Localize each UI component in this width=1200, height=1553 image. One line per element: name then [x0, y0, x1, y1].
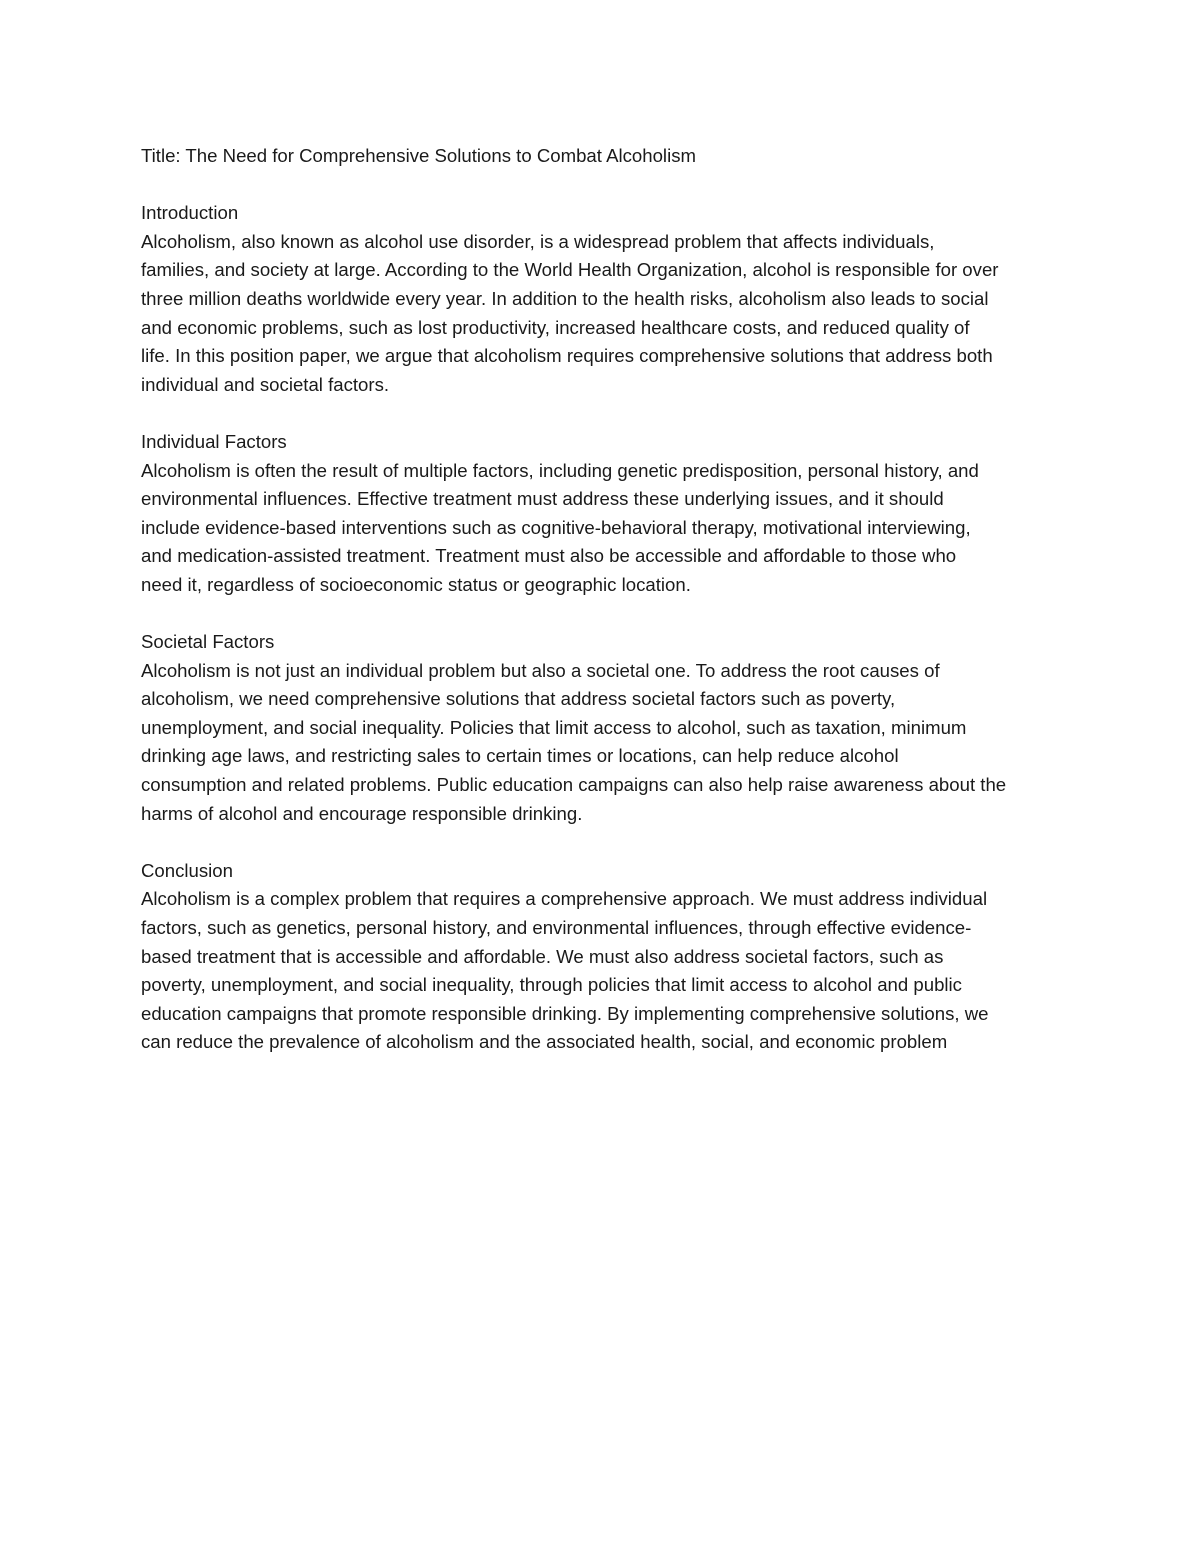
- spacer: [141, 399, 1076, 428]
- section-heading-introduction: Introduction: [141, 202, 239, 224]
- paragraph-line: unemployment, and social inequality. Policies that limit access to alcohol, such as taxation, minimum: [141, 716, 967, 738]
- paragraph-line: drinking age laws, and restricting sales to certain times or locations, can help reduce alcohol: [141, 745, 899, 767]
- section-heading-individual-factors: Individual Factors: [141, 430, 287, 452]
- paragraph-line: individual and societal factors.: [141, 373, 390, 395]
- paragraph-line: harms of alcohol and encourage responsible drinking.: [141, 802, 583, 824]
- spacer: [141, 171, 1076, 200]
- paragraph-line: three million deaths worldwide every year. In addition to the health risks, alcoholism also leads to social: [141, 287, 989, 309]
- paragraph-line: families, and society at large. According to the World Health Organization, alcohol is responsible for over: [141, 259, 999, 281]
- paragraph-line: factors, such as genetics, personal history, and environmental influences, through effective evidence-: [141, 917, 972, 939]
- paragraph-line: consumption and related problems. Public education campaigns can also help raise awareness about the: [141, 774, 1007, 796]
- section-heading-societal-factors: Societal Factors: [141, 631, 275, 653]
- paragraph-line: need it, regardless of socioeconomic status or geographic location.: [141, 573, 691, 595]
- document-body: [141, 142, 1076, 1057]
- paragraph-line: environmental influences. Effective treatment must address these underlying issues, and it should: [141, 488, 944, 510]
- paragraph-line: based treatment that is accessible and affordable. We must also address societal factors, such as: [141, 945, 944, 967]
- paragraph-line: include evidence-based interventions such as cognitive-behavioral therapy, motivational interviewing,: [141, 516, 971, 538]
- paragraph-line: poverty, unemployment, and social inequality, through policies that limit access to alcohol and public: [141, 974, 962, 996]
- paragraph-line: and medication-assisted treatment. Treatment must also be accessible and affordable to those who: [141, 545, 957, 567]
- paragraph-line: alcoholism, we need comprehensive solutions that address societal factors such as poverty,: [141, 688, 896, 710]
- paragraph-line: Alcoholism is a complex problem that requires a comprehensive approach. We must address individual: [141, 888, 988, 910]
- paragraph-line: and economic problems, such as lost productivity, increased healthcare costs, and reduced quality of: [141, 316, 970, 338]
- document-title: Title: The Need for Comprehensive Solutions to Combat Alcoholism: [141, 145, 696, 166]
- paragraph-line: can reduce the prevalence of alcoholism and the associated health, social, and economic problem: [141, 1031, 948, 1053]
- spacer: [141, 600, 1076, 629]
- section-heading-conclusion: Conclusion: [141, 859, 233, 881]
- paragraph-line: life. In this position paper, we argue that alcoholism requires comprehensive solutions that address both: [141, 345, 993, 367]
- paragraph-line: Alcoholism is often the result of multiple factors, including genetic predisposition, personal history, and: [141, 459, 979, 481]
- paragraph-line: Alcoholism, also known as alcohol use disorder, is a widespread problem that affects individuals,: [141, 230, 935, 252]
- spacer: [141, 828, 1076, 857]
- paragraph-line: education campaigns that promote responsible drinking. By implementing comprehensive solutions, we: [141, 1002, 989, 1024]
- paragraph-line: Alcoholism is not just an individual problem but also a societal one. To address the root causes of: [141, 659, 940, 681]
